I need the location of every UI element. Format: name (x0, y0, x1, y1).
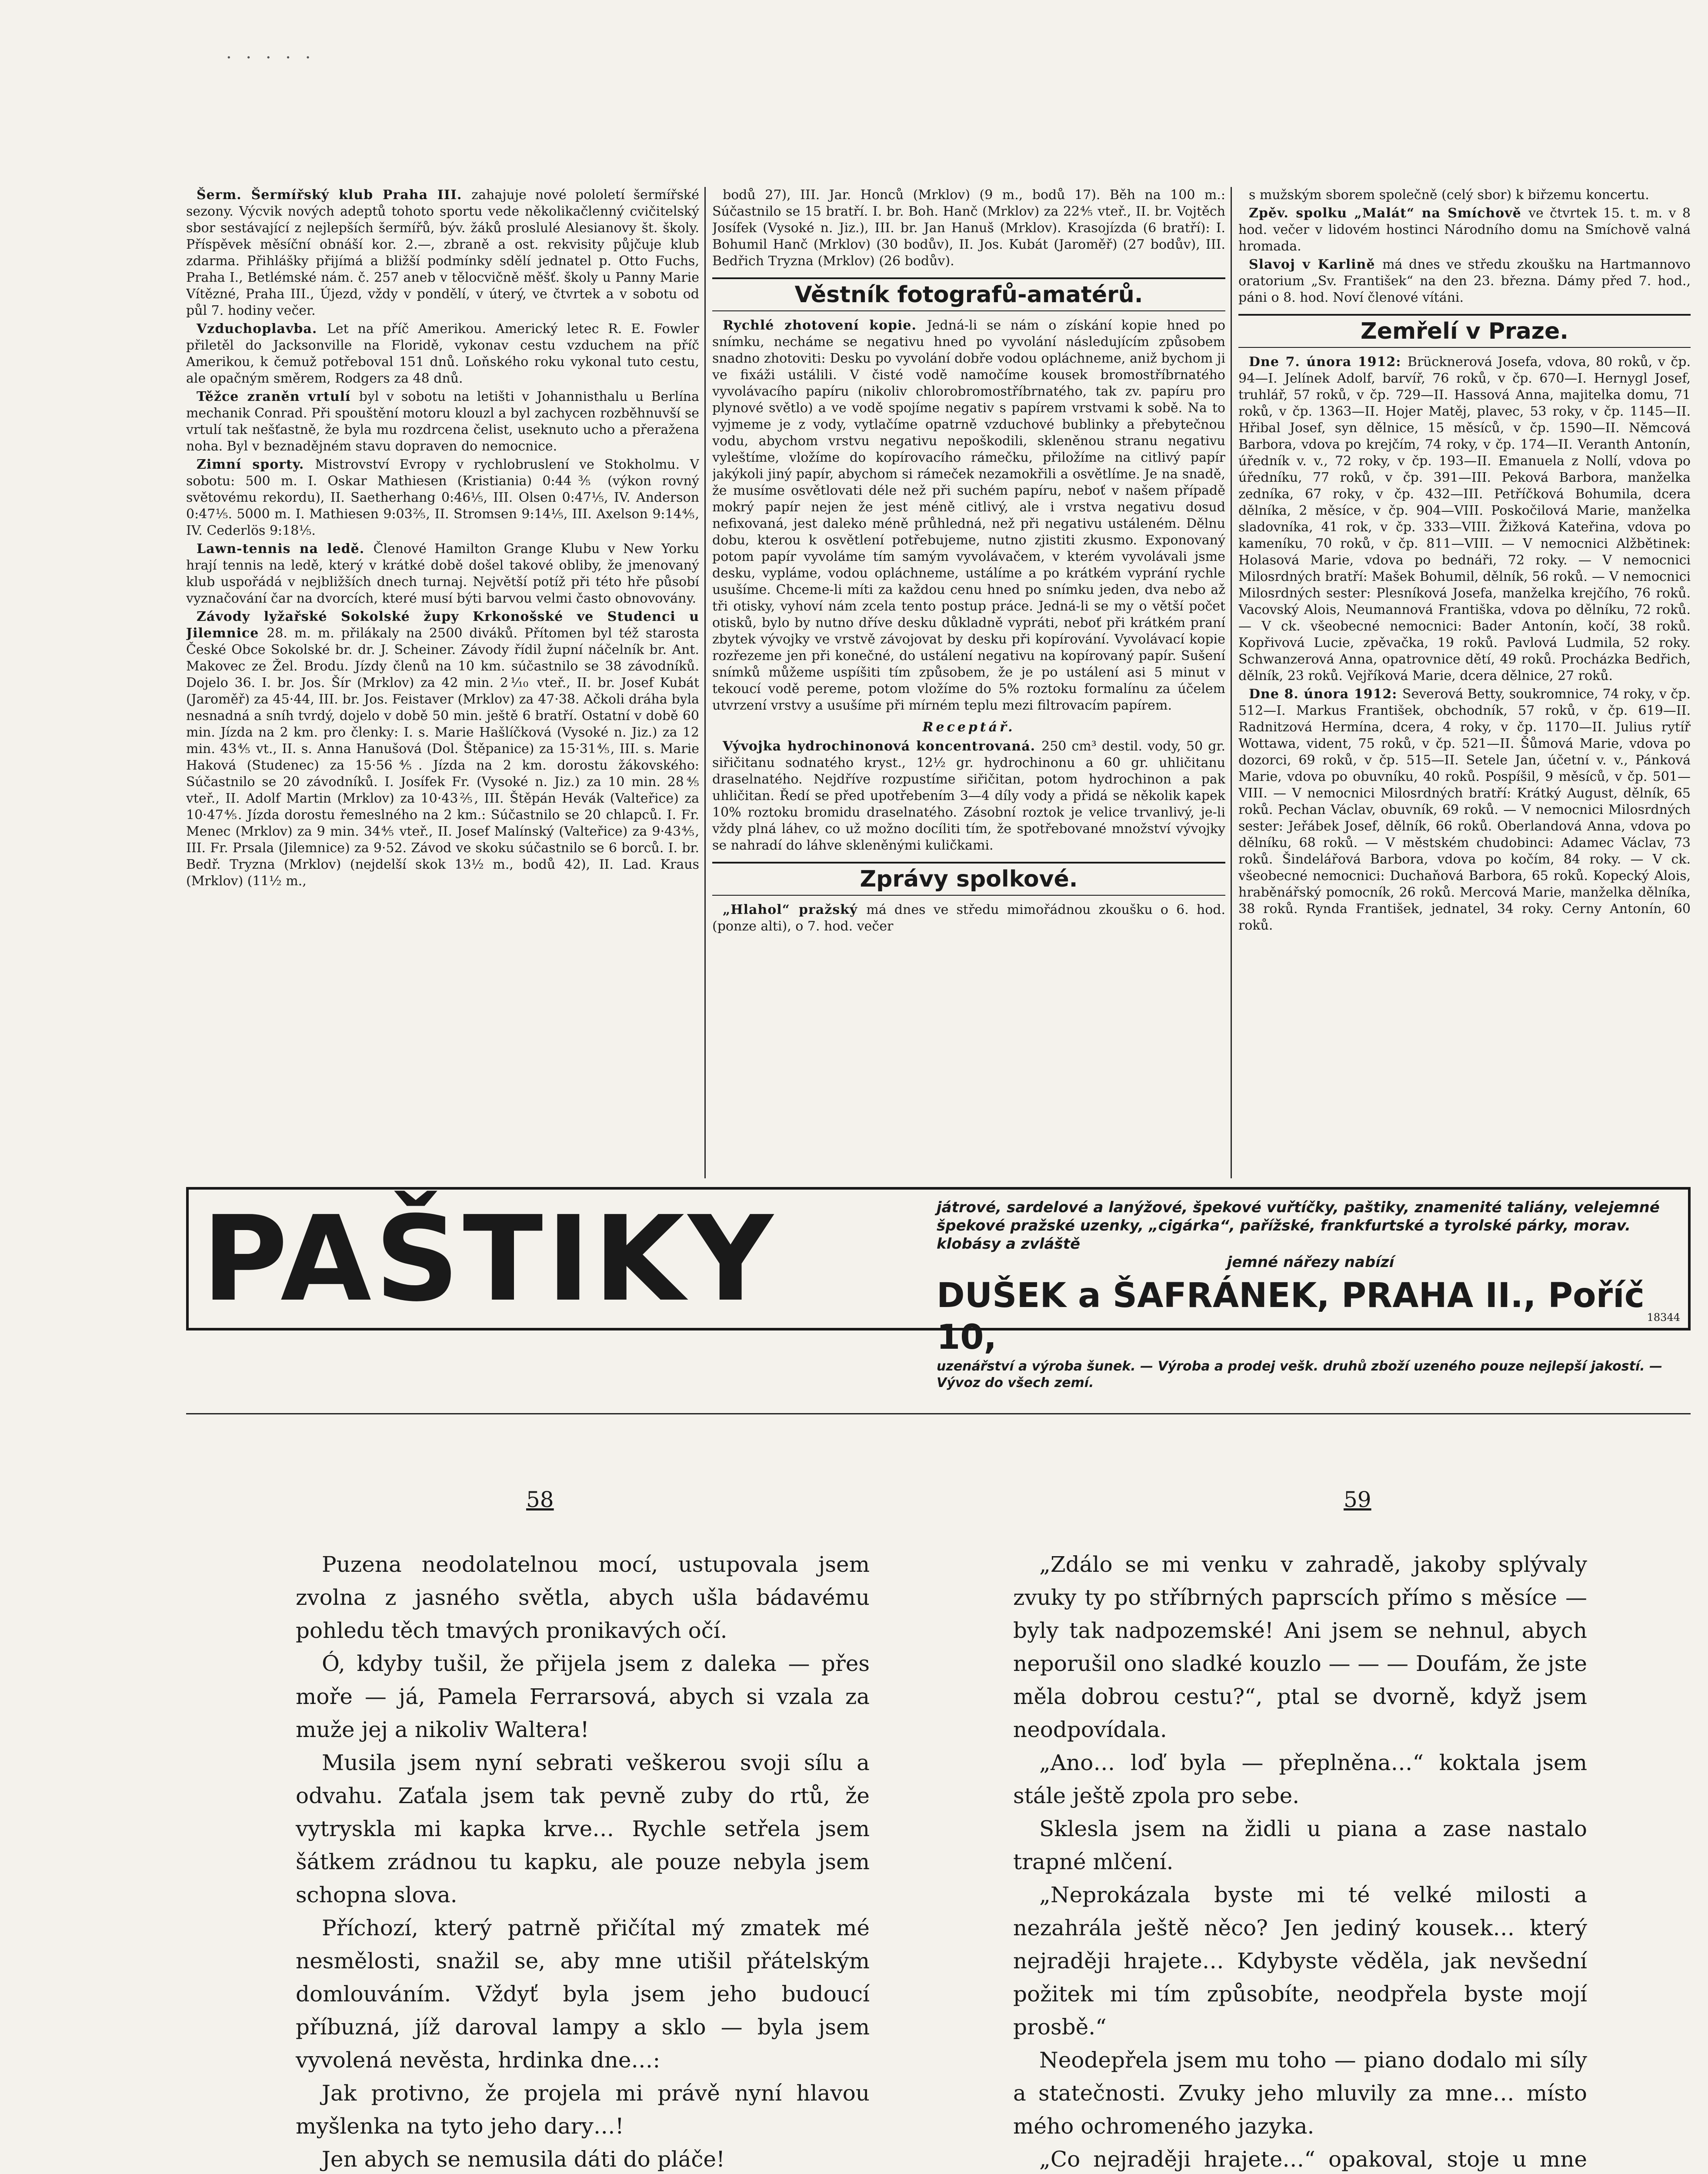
ad-firm-name: DUŠEK a ŠAFRÁNEK, PRAHA II., Poříč 10, (937, 1276, 1645, 1357)
news-item-text: bodů 27), III. Jar. Honců (Mrklov) (9 m., bodů 17). Běh na 100 m.: Súčastnilo se 15 bratří. I. br. Boh. Hanč (Mrklov) za 22⅘ vteř., II. br. Vojtěch Josífek (Vysoké n. Jiz.), III. br. Jan Hanuš (Mrklov). Krasojízda (6 bratří): I. Bohumil Hanč (Mrklov) (30 bodův), II. Jos. Kubát (Jaroměř) (27 bodův), III. Bedřich Tryzna (Mrklov) (26 bodův). (712, 187, 1225, 269)
news-item-text: Let na příč Amerikou. Americký letec R. E. Fowler přiletěl do Jacksonville na Floridě, vykonav cestu vzduchem na příč Amerikou, k čemuž potřeboval 151 dnů. Loňského roku vykonal tuto cestu, ale opačným směrem, Rodgers za 48 dnů. (186, 321, 699, 386)
news-item-text: Brücknerová Josefa, vdova, 80 roků, v čp. 94—I. Jelínek Adolf, barvíř, 76 roků, v čp. 670—I. Hernygl Josef, truhlář, 57 roků, v čp. 729—II. Hassová Anna, majitelka domu, 71 roků, v čp. 1363—II. Hojer Matěj, plavec, 53 roky, v čp. 1145—II. Hřibal Josef, syn dělnice, 15 měsíců, v čp. 1590—II. Němcová Barbora, vdova po krejčím, 74 roky, v čp. 174—II. Veranth Antonín, úředník v. v., 72 roky, v čp. 193—II. Emanuela z Nollí, vdova po úředníku, 77 roků, v čp. 391—III. Peková Barbora, manželka zedníka, 67 roky, v čp. 432—III. Petříčková Bohumila, dcera dělníka, 2 měsíce, v čp. 904—VIII. Poskočilová Marie, manželka sladovníka, 41 rok, v čp. 333—VIII. Žižková Kateřina, vdova po kameníku, 70 roků, v čp. 811—VIII. — V nemocnici Alžbětinek: Holasová Marie, vdova po bednáři, 72 roky. — V nemocnici Milosrdných bratří: Mašek Bohumil, dělník, 56 roků. — V nemocnici Milosrdných sester: Plesníková Josefa, manželka krejčího, 76 roků. Vacovský Alois, Neumannová Františka, vdova po dělníku, 72 roků. — V ck. všeobecné nemocnici: Bader Antonín, kočí, 38 roků. Kopřivová Lucie, zpěvačka, 19 roků. Pavlová Ludmila, 52 roky. Schwanzerová Anna, opatrovnice dětí, 49 roků. Procházka Bedřich, dělník, 23 roků. Vejříková Marie, dcera dělnice, 27 roků. (1238, 354, 1691, 684)
news-item-text: Členové Hamilton Grange Klubu v New Yorku hrají tennis na ledě, který v krátké době došel takové obliby, že jmenovaný klub uspořádá v nejbližších dnech turnaj. Největší potíž při této hře působí vyznačování čar na dvorcích, které musí býti barvou velmi často obnovovány. (186, 541, 699, 606)
news-item-lead: Vývojka hydrochinonová koncentrovaná. (723, 739, 1042, 754)
news-item (186, 187, 699, 319)
news-column-3 (1238, 187, 1691, 1178)
book-paragraph: Musila jsem nyní sebrati veškerou svoji sílu a odvahu. Zaťala jsem tak pevně zuby do rtů, že vytryskla mi kapka krve… Rychle setřela jsem šátkem zrádnou tu kapku, ale pouze nebyla jsem schopna slova. (296, 1750, 870, 1907)
news-item-lead: Slavoj v Karlině (1249, 257, 1383, 272)
section-heading: Zemřelí v Praze. (1238, 314, 1691, 348)
news-item-lead: Zimní sporty. (197, 457, 315, 472)
news-column-1 (186, 187, 699, 1178)
news-item-text: Mistrovství Evropy v rychlobruslení ve Stokholmu. V sobotu: 500 m. I. Oskar Mathiesen (Kristiania) 0:44⅗ (výkon rovný světovému rekordu), II. Saetherhang 0:46⅕, III. Olsen 0:47⅕, IV. Anderson 0:47⅕. 5000 m. I. Mathiesen 9:03⅖, II. Stromsen 9:14⅕, III. Axelson 9:14⅘, IV. Cederlös 9:18⅕. (186, 457, 699, 538)
news-item-text: Severová Betty, soukromnice, 74 roky, v čp. 512—I. Markus František, obchodník, 57 roků, v čp. 619—II. Radnitzová Hermína, dcera, 4 roky, v čp. 1170—II. Julius rytíř Wottawa, vident, 75 roků, v čp. 521—II. Šůmová Marie, vdova po dozorci, 69 roků, v čp. 515—II. Setele Jan, účetní v. v., Pánková Marie, vdova po obuvníku, 40 roků. Pospíšil, 9 měsíců, v čp. 501—VIII. — V nemocnici Milosrdných bratří: Krátký August, dělník, 65 roků. Pechan Václav, obuvník, 69 roků. — V nemocnici Milosrdných sester: Jeřábek Josef, dělník, 66 roků. Oberlandová Anna, vdova po dělníku, 68 roků. — V městském chudobinci: Adamec Václav, 73 roků. Šindelářová Barbora, vdova po kočím, 84 roky. — V ck. všeobecné nemocnici: Duchaňová Barbora, 65 roků. Kopecký Alois, hraběnářský pomocník, 26 roků. Mercová Marie, manželka dělníka, 38 roků. Rynda František, jednatel, 34 roky. Cerny Antonín, 60 roků. (1238, 687, 1691, 933)
news-item (186, 457, 699, 539)
news-item (1238, 354, 1691, 684)
book-paragraph: Sklesla jsem na židli u piana a zase nastalo trapné mlčení. (1013, 1816, 1587, 1874)
news-item-lead: Závody lyžařské Sokolské župy Krkonošské ve Studenci u Jilemnice (186, 609, 699, 641)
ad-products: játrové, sardelové a lanýžové, špekové vuřtíčky, paštiky, znamenité taliány, velejemné špekové pražské uzenky, „cigárka“, pařížské, frankfurtské a tyrolské párky, morav. klobásy a zvláště (937, 1199, 1660, 1253)
news-item (712, 738, 1225, 854)
news-item-lead: Dne 8. února 1912: (1249, 687, 1402, 702)
section-heading: Zprávy spolkové. (712, 862, 1225, 896)
header-marks: · · · · · (226, 48, 315, 68)
news-item-lead: Zpěv. spolku „Malát“ na Smíchově (1249, 206, 1529, 221)
ad-text (937, 1198, 1685, 1391)
news-item (186, 321, 699, 387)
news-item-lead: Dne 7. února 1912: (1249, 354, 1408, 370)
news-item (712, 187, 1225, 270)
news-item (1238, 187, 1691, 203)
book-paragraph: Ó, kdyby tušil, že přijela jsem z daleka — přes moře — já, Pamela Ferrarsová, abych si vzala za muže jej a nikoliv Waltera! (296, 1651, 870, 1742)
book-page-number-left: 58 (526, 1487, 554, 1512)
news-item-text: ve čtvrtek 15. t. m. v 8 hod. večer v lidovém hostinci Národního domu na Smíchově valná hromada. (1238, 206, 1691, 254)
section-divider (186, 1413, 1691, 1414)
book-paragraph: Jak protivno, že projela mi právě nyní hlavou myšlenka na tyto jeho dary…! (296, 2081, 870, 2139)
news-item-text: s mužským sborem společně (celý sbor) k biřzemu koncertu. (1249, 187, 1649, 203)
book-page-left (296, 1548, 870, 2174)
news-item-lead: „Hlahol“ pražský (723, 902, 867, 917)
news-item (1238, 205, 1691, 255)
news-item-text: 250 cm³ destil. vody, 50 gr. siřičitanu sodnatého kryst., 12½ gr. hydrochinonu a 60 gr. uhličitanu draselnatého. Nejdříve rozpustíme siřičitan, potom hydrochinon a pak uhličitan. Ředí se před upotřebením 3—4 díly vody a přidá se několik kapek 10% roztoku bromidu draselnatého. Zásobní roztok je velice trvanlivý, je-li vždy plná láhev, co už možno docíliti tím, že spotřebované množství vývojky se nahradí do láhve skleněnými kuličkami. (712, 739, 1225, 853)
news-column-2 (712, 187, 1225, 1178)
news-item-text: zahajuje nové pololetí šermířské sezony. Výcvik nových adeptů tohoto sportu vede několikačlenný cvičitelský sbor sestávající z nejlepších šermířů, býv. žáků proslulé Alesianovy št. školy. Příspěvek měsíční obnáší kor. 2.—, zbraně a ost. rekvisity půjčuje klub zdarma. Přihlášky přijímá a bližší podmínky sdělí jednatel p. Otto Fuchs, Praha I., Betlémské nám. č. 257 aneb v tělocvičně měšť. školy u Panny Marie Vítězné, Praha III., Újezd, vždy v pondělí, v úterý, ve čtvrtek a v sobotu od půl 7. hodiny večer. (186, 187, 699, 318)
news-item (712, 317, 1225, 714)
news-item-text: Jedná-li se nám o získání kopie hned po snímku, necháme se negativu hned po vyvolání následujícím způsobem snadno zhotoviti: Desku po vyvolání dobře vodou opláchneme, aniž bychom ji ve fixáži ustálili. V čisté vodě namočíme kousek bromostříbrnatého vyvolávacího papíru (nikoliv chlorobromostříbrnatého, tak zv. papíru pro plynové světlo) a ve vodě spojíme negativ s papírem vrstvami k sobě. Na to vyjmeme je z vody, vytlačíme opatrně vzduchové bublinky a přebytečnou vodu, abychom vrstvu negativu nepoškodili, skleněnou stranu negativu vyleštíme, vložíme do kopírovacího rámečku, přiložíme na citlivý papír jakýkoli jiný papír, abychom si rámeček nezamokřili a osvětlíme. Je na snadě, že musíme osvětlovati déle než při suchém papíru, neboť v našem případě mokrý papír nejen že jest méně citlivý, ale i vrstva negativu dosud nefixovaná, jest daleko méně průhledná, než při negativu ustáleném. Dělnu dobu, kterou k osvětlení potřebujeme, nutno zjistiti zkusmo. Exponovaný potom papír vyvoláme tím samým vyvolávačem, v kterém vyvolávali jsme desku, vypláme, vodou opláchneme, ustálíme a po krátkém vyprání rychle usušíme. Chceme-li míti za každou cenu hned po snímku jeden, dva nebo až tři otisky, vyhoví nám zcela tento postup práce. Jedná-li se my o větší počet otisků, bylo by nutno dříve desku důkladně vypráti, neboť při krátkém praní zbytek vývojky ve vrstvě závojovat by desku při kopírování. Vyvolávací kopie rozřezeme jen při konečné, do ustálení negativu na kopírovaný papír. Sušení snímků můžeme uspíšiti tím způsobem, že je po ustálení asi 5 minut v tekoucí vodě pereme, potom vložíme do 5% roztoku formalínu za účelem utvrzení vrstvy a usušíme při mírném teplu mezi filtrovacím papírem. (712, 318, 1225, 713)
news-item-text: má dnes ve středu zkoušku na Hartmannovo oratorium „Sv. František“ na den 23. března. Dámy před 7. hod., páni o 8. hod. Noví členové vítáni. (1238, 257, 1691, 305)
book-paragraph: „Neprokázala byste mi té velké milosti a nezahrála ještě něco? Jen jediný kousek… který nejraději hrajete… Kdybyste věděla, jak nevšední požitek mi tím způsobíte, neodpřela byste mojí prosbě.“ (1013, 1882, 1587, 2040)
book-paragraph: Jen abych se nemusila dáti do pláče! (322, 2147, 725, 2172)
advertisement (186, 1187, 1691, 1390)
book-page-right (1013, 1548, 1587, 2174)
news-item-lead: Rychlé zhotovení kopie. (723, 318, 927, 333)
ad-headline: PAŠTIKY (202, 1190, 777, 1327)
news-item-lead: Vzduchoplavba. (197, 321, 327, 337)
news-item (186, 609, 699, 890)
news-item-lead: Šerm. Šermířský klub Praha III. (197, 187, 472, 203)
news-item-lead: Lawn-tennis na ledě. (197, 541, 374, 557)
news-item-lead: Těžce zraněn vrtulí (197, 389, 359, 404)
book-page-number-right: 59 (1344, 1487, 1371, 1512)
news-item (712, 902, 1225, 935)
book-paragraph: Puzena neodolatelnou mocí, ustupovala jsem zvolna z jasného světla, abych ušla bádavému pohledu těch tmavých pronikavých očí. (296, 1552, 870, 1643)
book-paragraph: „Co nejraději hrajete…“ opakoval, stoje u mne (1039, 2147, 1587, 2172)
ad-offer: jemné nářezy nabízí (1227, 1254, 1394, 1271)
news-item (186, 389, 699, 455)
ad-footer: uzenářství a výroba šunek. — Výroba a prodej vešk. druhů zboží uzeného pouze nejlepší jakostí. — Vývoz do všech zemí. (937, 1359, 1663, 1390)
news-item (186, 541, 699, 607)
book-paragraph: „Ano… loď byla — přeplněna…“ koktala jsem stále ještě zpola pro sebe. (1013, 1750, 1587, 1808)
news-item-text: má dnes ve středu mimořádnou zkoušku o 6. hod. (ponze alti), o 7. hod. večer (712, 902, 1225, 934)
book-paragraph: Příchozí, který patrně přičítal mý zmatek mé nesmělosti, snažil se, aby mne utišil přátelským domlouváním. Vždyť byla jsem jeho budoucí příbuzná, jíž daroval lampy a sklo — byla jsem vyvolená nevěsta, hrdinka dne…: (296, 1915, 870, 2073)
book-paragraph: „Zdálo se mi venku v zahradě, jakoby splývaly zvuky ty po stříbrných paprscích přímo s měsíce — byly tak nadpozemské! Ani jsem se nehnul, abych neporušil ono sladké kouzlo — — — Doufám, že jste měla dobrou cestu?“, ptal se dvorně, když jsem neodpovídala. (1013, 1552, 1587, 1742)
news-item-text: byl v sobotu na letišti v Johannisthalu u Berlína mechanik Conrad. Při spouštění motoru klouzl a byl zachycen rozběhnuvší se vrtulí tak nešťastně, že byla mu rozdrcena čelist, useknuto ucho a přeražena noha. Byl v beznadějném stavu dopraven do nemocnice. (186, 389, 699, 454)
news-item-text: 28. m. m. přilákaly na 2500 diváků. Přítomen byl též starosta České Obce Sokolské br. dr. J. Scheiner. Závody řídil župní náčelník br. Ant. Makovec ze Žel. Brodu. Jízdy členů na 10 km. súčastnilo se 38 závodníků. Dojelo 36. I. br. Jos. Šír (Mrklov) za 42 min. 2⅒ vteř., II. br. Josef Kubát (Jaroměř) za 45·44, III. br. Jos. Feistaver (Mrklov) za 47·38. Ačkoli dráha byla nesnadná a sníh tvrdý, dojelo v době 50 min. ještě 6 bratří. Ostatní v době 60 min. Jízda na 2 km. pro členky: I. s. Marie Hašlíčková (Vysoké n. Jiz.) za 12 min. 43⅘ vt., II. s. Anna Hanušová (Dol. Štěpanice) za 15·31⅘, III. s. Marie Haková (Studenec) za 15·56⅘. Jízda na 2 km. dorostu žákovského: Súčastnilo se 20 závodníků. I. Josífek Fr. (Vysoké n. Jiz.) za 10 min. 28⅘ vteř., II. Adolf Martin (Mrklov) za 10·43⅖, III. Štěpán Hevák (Valteřice) za 10·47⅘. Jízda dorostu řemeslného na 2 km.: Súčastnilo se 20 chlapců. I. Fr. Menec (Mrklov) za 9 min. 34⅘ vteř., II. Josef Malínský (Valteřice) za 9·43⅘, III. Fr. Prsala (Jilemnice) za 9·52. Závod ve skoku súčastnilo se 6 borců. I. br. Bedř. Tryzna (Mrklov) (nejdelší skok 13½ m., bodů 42), II. Lad. Kraus (Mrklov) (11½ m., (186, 626, 699, 889)
column-rule (1231, 187, 1232, 1178)
book-paragraph: Neodepřela jsem mu toho — piano dodalo mi síly a statečnosti. Zvuky jeho mluvily za mne… místo mého ochromeného jazyka. (1013, 2047, 1587, 2139)
subsection-heading: Receptář. (922, 720, 1015, 735)
column-rule (704, 187, 706, 1178)
section-heading: Věstník fotografů-amatérů. (712, 277, 1225, 311)
news-item (1238, 257, 1691, 306)
news-item (1238, 686, 1691, 934)
ad-number: 18344 (1647, 1311, 1680, 1324)
